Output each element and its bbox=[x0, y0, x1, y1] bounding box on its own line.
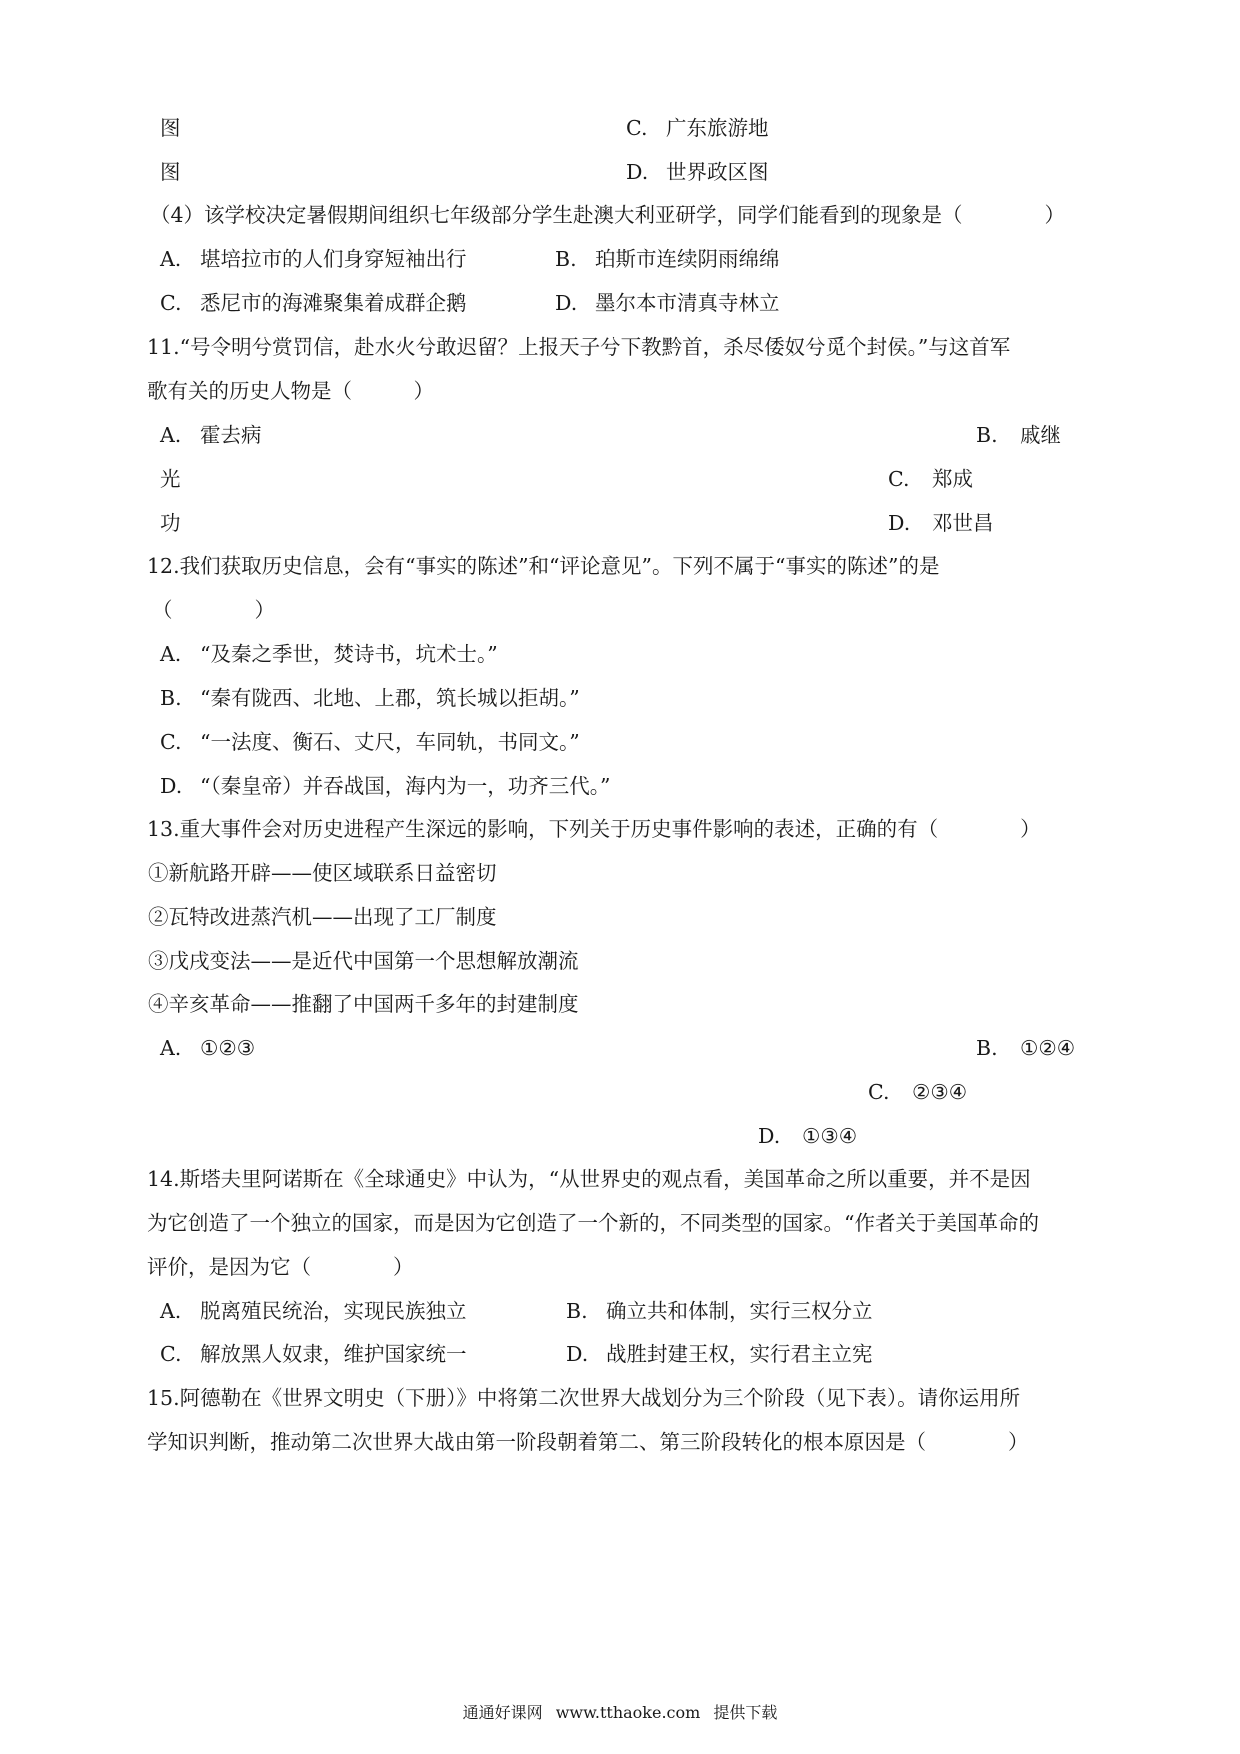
q13-stem: 13.重大事件会对历史进程产生深远的影响，下列关于历史事件影响的表述，正确的有（ ） bbox=[147, 817, 1041, 841]
page-footer bbox=[0, 1700, 1240, 1723]
q12-stem-line-2: （ ） bbox=[152, 598, 275, 622]
option-letter: D. bbox=[888, 511, 911, 535]
option-text: 世界政区图 bbox=[666, 160, 769, 184]
q10-4-option-c bbox=[160, 290, 467, 316]
q11-option-c-continuation: 功 bbox=[160, 511, 181, 535]
q11-option-b bbox=[976, 422, 1061, 448]
q10-option-c bbox=[626, 115, 769, 141]
option-text: “（秦皇帝）并吞战国，海内为一，功齐三代。” bbox=[200, 774, 611, 798]
q12-option-d bbox=[160, 773, 610, 799]
option-letter: C. bbox=[160, 291, 182, 315]
q13-option-d bbox=[758, 1123, 857, 1149]
option-text: 悉尼市的海滩聚集着成群企鹅 bbox=[200, 291, 467, 315]
option-letter: B. bbox=[555, 247, 577, 271]
q13-item-3: ③戊戌变法——是近代中国第一个思想解放潮流 bbox=[148, 949, 579, 973]
q14-option-b bbox=[566, 1298, 873, 1324]
option-letter: B. bbox=[976, 1036, 998, 1060]
option-text: 堪培拉市的人们身穿短袖出行 bbox=[200, 247, 467, 271]
footer-site-name: 通通好课网 bbox=[462, 1703, 543, 1722]
option-letter: A. bbox=[160, 1036, 182, 1060]
option-text: 解放黑人奴隶，维护国家统一 bbox=[200, 1342, 467, 1366]
q13-item-1: ①新航路开辟——使区域联系日益密切 bbox=[148, 861, 497, 885]
option-text: ①③④ bbox=[802, 1124, 858, 1148]
option-text: “一法度、衡石、丈尺，车同轨，书同文。” bbox=[200, 730, 580, 754]
option-text: 战胜封建王权，实行君主立宪 bbox=[606, 1342, 873, 1366]
q11-option-a bbox=[160, 422, 262, 448]
option-letter: C. bbox=[160, 730, 182, 754]
q10-4-stem: （4）该学校决定暑假期间组织七年级部分学生赴澳大利亚研学，同学们能看到的现象是（ ） bbox=[150, 203, 1066, 227]
q14-stem-line-1: 14.斯塔夫里阿诺斯在《全球通史》中认为，“从世界史的观点看，美国革命之所以重要，并不是因 bbox=[147, 1167, 1031, 1191]
q12-option-a bbox=[160, 641, 498, 667]
q11-stem-line-2: 歌有关的历史人物是（ ） bbox=[147, 379, 434, 403]
option-text: 墨尔本市清真寺林立 bbox=[595, 291, 780, 315]
q11-option-c bbox=[888, 466, 973, 492]
option-letter: A. bbox=[160, 247, 182, 271]
option-letter: D. bbox=[160, 774, 183, 798]
q10-4-option-d bbox=[555, 290, 780, 316]
q13-item-2: ②瓦特改进蒸汽机——出现了工厂制度 bbox=[148, 905, 497, 929]
q10-4-option-a bbox=[160, 246, 467, 272]
option-text: 广东旅游地 bbox=[666, 116, 769, 140]
option-text: “及秦之季世，焚诗书，坑术士。” bbox=[200, 642, 498, 666]
q12-stem-line-1: 12.我们获取历史信息，会有“事实的陈述”和“评论意见”。下列不属于“事实的陈述”的是 bbox=[147, 554, 940, 578]
q11-stem-line-1: 11.“号令明兮赏罚信，赴水火兮敢迟留？上报天子兮下教黔首，杀尽倭奴兮觅个封侯。”与这首军 bbox=[147, 335, 1011, 359]
q13-option-c bbox=[868, 1079, 967, 1105]
option-letter: C. bbox=[160, 1342, 182, 1366]
option-text: 珀斯市连续阴雨绵绵 bbox=[595, 247, 780, 271]
option-letter: B. bbox=[160, 686, 182, 710]
q14-option-d bbox=[566, 1341, 873, 1367]
option-letter: B. bbox=[976, 423, 998, 447]
option-letter: B. bbox=[566, 1299, 588, 1323]
q14-stem-line-2: 为它创造了一个独立的国家，而是因为它创造了一个新的，不同类型的国家。“作者关于美国革命的 bbox=[147, 1211, 1039, 1235]
q10-left-fragment-1: 图 bbox=[160, 116, 181, 140]
option-text: 邓世昌 bbox=[932, 511, 994, 535]
option-letter: D. bbox=[566, 1342, 589, 1366]
q15-stem-line-1: 15.阿德勒在《世界文明史（下册）》中将第二次世界大战划分为三个阶段（见下表）。请你运用所 bbox=[147, 1386, 1021, 1410]
option-letter: A. bbox=[160, 642, 182, 666]
option-letter: A. bbox=[160, 1299, 182, 1323]
option-text: 戚继 bbox=[1020, 423, 1061, 447]
q10-left-fragment-2: 图 bbox=[160, 160, 181, 184]
q13-option-a bbox=[160, 1035, 255, 1061]
option-text: “秦有陇西、北地、上郡，筑长城以拒胡。” bbox=[200, 686, 580, 710]
q12-option-b bbox=[160, 685, 580, 711]
q13-item-4: ④辛亥革命——推翻了中国两千多年的封建制度 bbox=[148, 992, 579, 1016]
option-letter: C. bbox=[888, 467, 910, 491]
option-text: ①②④ bbox=[1020, 1036, 1076, 1060]
option-letter: C. bbox=[868, 1080, 890, 1104]
q11-option-b-continuation: 光 bbox=[160, 467, 181, 491]
q13-option-b bbox=[976, 1035, 1075, 1061]
option-text: ①②③ bbox=[200, 1036, 256, 1060]
option-letter: A. bbox=[160, 423, 182, 447]
footer-suffix: 提供下载 bbox=[713, 1703, 778, 1722]
option-text: 确立共和体制，实行三权分立 bbox=[606, 1299, 873, 1323]
q14-option-a bbox=[160, 1298, 467, 1324]
q15-stem-line-2: 学知识判断，推动第二次世界大战由第一阶段朝着第二、第三阶段转化的根本原因是（ ） bbox=[147, 1430, 1029, 1454]
option-text: 脱离殖民统治，实现民族独立 bbox=[200, 1299, 467, 1323]
option-letter: D. bbox=[626, 160, 649, 184]
q11-option-d bbox=[888, 510, 994, 536]
option-text: ②③④ bbox=[912, 1080, 968, 1104]
q14-option-c bbox=[160, 1341, 467, 1367]
option-text: 霍去病 bbox=[200, 423, 262, 447]
q12-option-c bbox=[160, 729, 580, 755]
option-letter: D. bbox=[555, 291, 578, 315]
option-letter: D. bbox=[758, 1124, 781, 1148]
q10-option-d bbox=[626, 159, 769, 185]
option-text: 郑成 bbox=[932, 467, 973, 491]
q14-stem-line-3: 评价，是因为它（ ） bbox=[147, 1255, 414, 1279]
q10-4-option-b bbox=[555, 246, 780, 272]
option-letter: C. bbox=[626, 116, 648, 140]
footer-url[interactable]: www.tthaoke.com bbox=[555, 1703, 701, 1722]
